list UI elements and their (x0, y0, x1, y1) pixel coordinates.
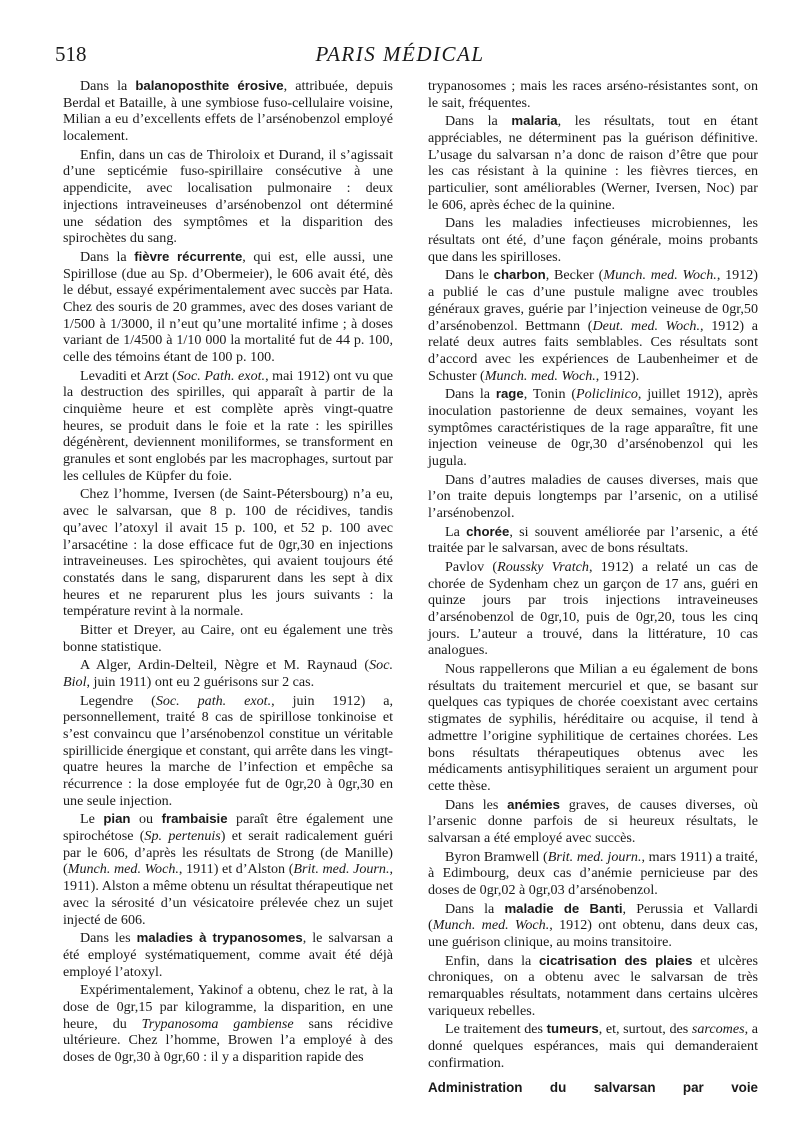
italic-citation: Soc. path. exot. (155, 692, 272, 709)
right-column (428, 78, 758, 1097)
italic-citation: Deut. med. Woch. (592, 317, 701, 334)
text-run: Dans la (80, 248, 135, 265)
italic-citation: Munch. med. Woch. (603, 267, 717, 284)
paragraph (428, 1021, 758, 1071)
italic-citation: Soc. Path. exot. (176, 367, 266, 384)
paragraph (428, 267, 758, 384)
text-run: Dans les (80, 930, 137, 947)
text-run: paraît être également une spirochétose ( (63, 811, 394, 845)
paragraph (63, 147, 393, 247)
text-run: Dans la (445, 900, 505, 917)
paragraph-continuation (428, 78, 758, 111)
paragraph (428, 901, 758, 951)
paragraph (63, 930, 393, 980)
paragraph (63, 657, 393, 690)
section-heading (428, 1080, 758, 1097)
italic-citation: Policlinico (576, 386, 638, 403)
text-run: , 1911). Alston a même obtenu un résultat thérapeutique net avec la sérosité d’un vésicatoire prélevée chez un sujet injecté de 606. (63, 861, 394, 928)
text-run: Le traitement des (445, 1021, 547, 1038)
italic-citation: sarcomes (691, 1021, 745, 1038)
text-run: , 1911) et d’Alston ( (178, 861, 294, 878)
bold-term: cicatrisation des plaies (538, 952, 693, 968)
text-run: , et, surtout, des (598, 1021, 692, 1038)
text-run: , juin 1911) ont eu 2 guérisons sur 2 cas. (86, 673, 315, 690)
paragraph (428, 953, 758, 1020)
page-header (55, 42, 745, 72)
italic-citation: Brit. med. Journ. (293, 861, 390, 878)
text-run: ou (130, 811, 162, 828)
text-run: Bitter et Dreyer, au Caire, ont eu également une très bonne statistique. (63, 621, 393, 655)
text-run: Expérimentalement, Yakinof a obtenu, chez le rat, à la dose de 0gr,15 par kilogramme, la disparition, en une heure, du (63, 982, 393, 1032)
text-run: Dans le (445, 267, 494, 284)
paragraph (63, 982, 393, 1066)
text-run: et ulcères chroniques, on a obtenu avec le salvarsan de très remarquables résultats, notamment dans certains ulcères variqueux rebelles. (428, 952, 758, 1019)
text-run: , Tonin ( (523, 386, 577, 403)
text-run: Pavlov ( (445, 558, 498, 575)
italic-citation: Trypanosoma gambiense (141, 1015, 294, 1032)
paragraph (428, 113, 758, 213)
text-run: Dans les maladies infectieuses microbiennes, les résultats ont été, d’une façon générale, moins probants que dans les spirilloses. (428, 215, 758, 265)
bold-term: chorée (466, 523, 510, 539)
bold-term: maladies à trypanosomes (136, 930, 303, 946)
paragraph (63, 693, 393, 810)
text-run: ) et serait radicalement guéri par le 606, d’après les résultats de Strong (de Manille) ( (63, 828, 394, 878)
text-run: Chez l’homme, Iversen (de Saint-Pétersbourg) n’a eu, avec le salvarsan, que 8 p. 100 de récidives, tandis qu’avec l’atoxyl il avait 15 p. 100, et 52 p. 100 avec l’arsacétine : la dose efficace fut de 0gr,30 en injections intraveineuses. Les spirochètes, qui avaient toujours été constatés dans le sang, disparurent dans les sept à dix heures et ne reparurent plus les jours suivants : la température revint à la normale. (63, 486, 393, 620)
left-column (63, 78, 393, 1068)
text-run: Levaditi et Arzt ( (80, 367, 177, 384)
paragraph (428, 797, 758, 847)
running-title: PARIS MÉDICAL (315, 42, 485, 66)
text-run: Administration du salvarsan par voie (428, 1080, 758, 1096)
text-run: Legendre ( (80, 692, 156, 709)
paragraph (428, 215, 758, 265)
text-run: , attribuée, depuis Berdal et Bataille, à une symbiose fuso-cellulaire voisine, Milian a eu d’excellents effets de l’arsénobenzol employé localement. (63, 78, 393, 145)
text-run: , 1912) a relaté deux autres faits semblables. Ces résultats sont d’accord avec les expériences de Laubenheimer et de Schuster ( (428, 317, 758, 384)
text-run: , a donné quelques espérances, mais qui demanderaient confirmation. (428, 1021, 758, 1071)
text-run: Byron Bramwell ( (445, 848, 548, 865)
paragraph (428, 559, 758, 659)
text-run: , Perussia et Vallardi ( (428, 900, 758, 934)
text-run: , juillet 1912), après inoculation pastorienne de deux semaines, voyant les symptômes caractéristiques de la rage apparaître, fit une injection veineuse de 0gr,30 d’arsénobenzol qui les jugula. (428, 386, 758, 470)
text-run: Le (80, 811, 104, 828)
text-run: trypanosomes ; mais les races arséno-résistantes sont, on le sait, fréquentes. (428, 78, 758, 111)
bold-term: frambaisie (161, 811, 228, 827)
paragraph (428, 661, 758, 795)
paragraph (63, 249, 393, 366)
text-run: , les résultats, tout en étant appréciables, ne déterminent pas la guérison définitive. L’usage du salvarsan n’a donc de raison d’être que pour les cas résistant à la quinine : les fièvres tierces, en particulier, sont améliorables (Werner, Iversen, Noc) par le 606, après échec de la quinine. (428, 113, 759, 213)
page-number: 518 (55, 42, 87, 66)
italic-citation: Munch. med. Woch. (484, 367, 596, 384)
text-run: , le salvarsan a été employé systématiquement, comme avait été déjà employé l’atoxyl. (63, 930, 393, 980)
text-run: , 1912) ont obtenu, dans deux cas, une guérison clinique, au moins transitoire. (428, 917, 759, 950)
italic-citation: Roussky Vratch (497, 558, 589, 575)
paragraph (63, 622, 393, 655)
text-run: , 1912) a publié le cas d’une pustule maligne avec troubles généraux graves, guérie par l’injection veineuse de 0gr,50 d’arsénobenzol. Bettmann ( (428, 267, 758, 334)
text-run: , qui est, elle aussi, une Spirillose (due au Sp. d’Obermeier), le 606 avait été, dès le début, essayé expérimentalement avec succès par Hata. Chez des souris de 20 grammes, avec des doses variant de 1/500 à 1/3000, il n’eut qu’une mortalité infime ; à doses variant de 1/4500 à 1/10 000 la mortalité fut de 44 p. 100, celle des témoins étant de 100 p. 100. (63, 248, 394, 366)
italic-citation: Brit. med. journ. (547, 848, 642, 865)
text-run: , juin 1912) a, personnellement, traité 8 cas de spirillose tonkinoise et s’est convaincu que l’arsénobenzol constitue un véritable spirillicide énergique et constant, qui arrête dans les vingt-quatre heures la marche de l’infection et empêche sa récurrence : la dose employée fut de 0gr,20 à 0gr,30 en une seule injection. (63, 692, 393, 809)
bold-term: fièvre récurrente (134, 248, 243, 264)
text-run: , si souvent améliorée par l’arsenic, a été traitée par le salvarsan, avec de bons résultats. (428, 523, 758, 557)
text-run: , mars 1911) a traité, à Edimbourg, deux cas d’anémie pernicieuse par des doses de 0gr,02 à 0gr,03 d’arsénobenzol. (428, 848, 758, 898)
bold-term: rage (495, 386, 524, 402)
italic-citation: Soc. Biol (63, 657, 393, 690)
bold-term: malaria (511, 113, 558, 129)
text-run: Enfin, dans la (445, 952, 539, 969)
bold-term: balanoposthite érosive (135, 78, 284, 93)
text-run: Enfin, dans un cas de Thiroloix et Durand, il s’agissait d’une septicémie fuso-spirillaire consécutive à une appendicite, avec localisation pulmonaire : deux injections intraveineuses d’arsénobenzol ont déterminé une sédation des symptômes et la disparition des spirochètes du sang. (63, 146, 393, 247)
bold-term: tumeurs (546, 1021, 599, 1037)
bold-term: anémies (507, 796, 560, 812)
bold-term: maladie de Banti (504, 900, 623, 916)
bold-term: pian (103, 811, 131, 827)
bold-term: charbon (493, 267, 546, 283)
italic-citation: Sp. pertenuis (144, 828, 221, 845)
paragraph (63, 811, 393, 928)
italic-citation: Munch. med. Woch. (432, 917, 550, 934)
italic-citation: Munch. med. Woch. (67, 861, 179, 878)
text-run: Nous rappellerons que Milian a eu également de bons résultats du traitement mercuriel et que, se basant sur quelques cas typiques de chorée coexistant avec certains stigmates de syphilis, héréditaire ou acquise, il tend à admettre l’origine syphilitique de certaines chorées. Les bons résultats thérapeutiques obtenus avec les médicaments antisyphilitiques seraient un argument pour cette thèse. (428, 661, 758, 794)
text-run: graves, de causes diverses, où l’arsenic donne parfois de si heureux résultats, le salvarsan a été employé avec succès. (428, 796, 759, 846)
paragraph (63, 368, 393, 485)
text-run: , Becker ( (545, 267, 604, 284)
text-run: Dans la (80, 78, 136, 94)
paragraph (63, 486, 393, 620)
paragraph (428, 386, 758, 470)
paragraph (428, 524, 758, 557)
text-run: La (445, 523, 467, 540)
text-run: Dans la (445, 113, 512, 130)
paragraph (63, 78, 393, 145)
text-run: , mai 1912) ont vu que la destruction des spirilles, qui apparaît à partir de la cinquième heure et est complète après vingt-quatre heures, se produit dans le foie et la rate : les spirilles dégénèrent, deviennent moniliformes, se transforment en granules et sont englobés par les macrophages, surtout par les cellules de Küpfer du foie. (63, 367, 393, 484)
text-run: , 1912). (595, 367, 640, 384)
text-run: Dans les (445, 796, 508, 813)
paragraph (428, 472, 758, 522)
text-run: sans récidive ultérieure. Chez l’homme, Browen l’a employé à des doses de 0gr,30 à 0gr,60 : il y a disparition rapide des (63, 1015, 393, 1065)
text-run: Dans d’autres maladies de causes diverses, mais que l’on traite depuis longtemps par l’arsenic, on a utilisé l’arsénobenzol. (428, 471, 758, 522)
paragraph (428, 849, 758, 899)
text-run: Dans la (445, 386, 496, 403)
text-run: A Alger, Ardin-Delteil, Nègre et M. Raynaud ( (80, 657, 370, 674)
text-run: , 1912) a relaté un cas de chorée de Sydenham chez un garçon de 17 ans, guéri en quinze jours par trois injections intraveineuses d’arsénobenzol de 0gr,10, puis de 0gr,20, tous les cinq jours. L’auteur a trouvé, dans la littérature, 10 cas analogues. (428, 558, 759, 659)
